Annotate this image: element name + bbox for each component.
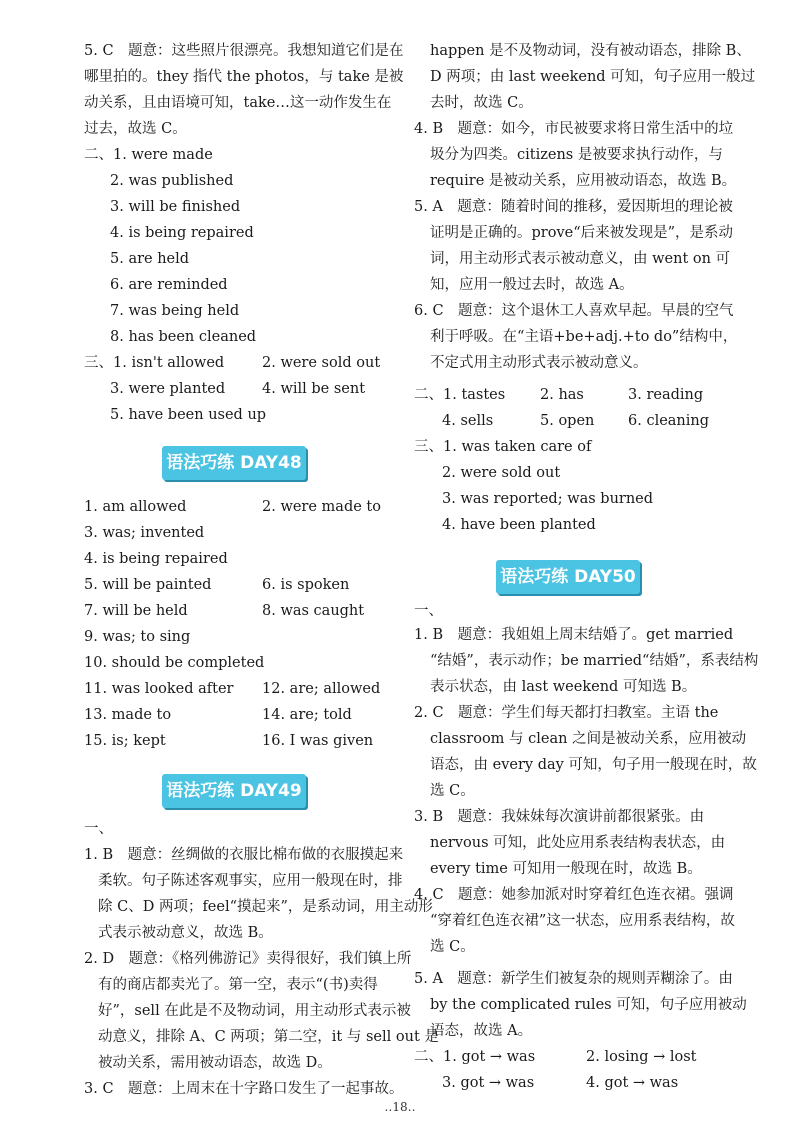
answer-line: 2. C 题意：学生们每天都打扫教室。主语 the xyxy=(414,705,719,721)
answer-line: 除 C、D 两项；feel“摸起来”，是系动词，用主动形 xyxy=(98,899,433,915)
answer-line: 5. open xyxy=(540,413,595,429)
answer-line: 圾分为四类。citizens 是被要求执行动作，与 xyxy=(430,147,723,163)
answer-line: 2. were sold out xyxy=(262,355,381,371)
answer-line: 6. are reminded xyxy=(110,277,228,293)
answer-line: happen 是不及物动词，没有被动语态，排除 B、 xyxy=(430,43,751,59)
answer-line: 三、1. was taken care of xyxy=(414,439,592,455)
answer-line: 不定式用主动形式表示被动意义。 xyxy=(430,355,648,371)
page-number: ‥18‥ xyxy=(384,1100,416,1114)
answer-line: 词，用主动形式表示被动意义，由 went on 可 xyxy=(430,251,731,267)
answer-line: 二、1. tastes xyxy=(414,387,506,403)
answer-line: 2. D 题意：《格列佛游记》卖得很好，我们镇上所 xyxy=(84,951,412,967)
answer-line: 4. sells xyxy=(442,413,494,429)
answer-line: 哪里拍的。they 指代 the photos，与 take 是被 xyxy=(84,69,404,85)
section-marker: 一、 xyxy=(84,821,113,837)
answer-line: 3. was; invented xyxy=(84,525,205,541)
section-heading-day49: 语法巧练 DAY49 xyxy=(162,774,306,808)
answer-line: 12. are; allowed xyxy=(262,681,381,697)
answer-line: 证明是正确的。prove“后来被发现是”，是系动 xyxy=(430,225,734,241)
answer-line: 4. will be sent xyxy=(262,381,366,397)
answer-line: 4. have been planted xyxy=(442,517,596,533)
answer-line: 3. B 题意：我妹妹每次演讲前都很紧张。由 xyxy=(414,809,705,825)
section-heading-day48: 语法巧练 DAY48 xyxy=(162,446,306,480)
answer-line: 4. is being repaired xyxy=(110,225,254,241)
answer-line: 表示状态，由 last weekend 可知选 B。 xyxy=(430,679,697,695)
answer-line: 14. are; told xyxy=(262,707,352,723)
answer-line: 式表示被动意义，故选 B。 xyxy=(98,925,273,941)
answer-line: 10. should be completed xyxy=(84,655,265,671)
answer-line: 6. cleaning xyxy=(628,413,710,429)
answer-line: 15. is; kept xyxy=(84,733,166,749)
answer-line: 2. losing → lost xyxy=(586,1049,697,1065)
answer-line: 4. is being repaired xyxy=(84,551,228,567)
answer-line: 3. C 题意：上周末在十字路口发生了一起事故。 xyxy=(84,1081,404,1097)
answer-line: 4. B 题意：如今，市民被要求将日常生活中的垃 xyxy=(414,121,734,137)
section-marker: 一、 xyxy=(414,603,443,619)
answer-line: 13. made to xyxy=(84,707,172,723)
answer-line: 7. will be held xyxy=(84,603,188,619)
answer-line: 3. got → was xyxy=(442,1075,535,1091)
answer-line: 过去，故选 C。 xyxy=(84,121,187,137)
answer-line: 16. I was given xyxy=(262,733,374,749)
answer-line: 语态，由 every day 可知，句子用一般现在时，故 xyxy=(430,757,757,773)
answer-line: 5. A 题意：新学生们被复杂的规则弄糊涂了。由 xyxy=(414,971,733,987)
answer-line: 1. B 题意：我姐姐上周末结婚了。get married xyxy=(414,627,734,643)
answer-line: 5. will be painted xyxy=(84,577,212,593)
answer-line: 6. C 题意：这个退休工人喜欢早起。早晨的空气 xyxy=(414,303,734,319)
answer-line: D 两项；由 last weekend 可知，句子应用一般过 xyxy=(430,69,756,85)
answer-line: 4. got → was xyxy=(586,1075,679,1091)
answer-line: nervous 可知，此处应用系表结构表状态，由 xyxy=(430,835,726,851)
answer-line: 1. B 题意：丝绸做的衣服比棉布做的衣服摸起来 xyxy=(84,847,404,863)
answer-line: 动关系，且由语境可知，take…这一动作发生在 xyxy=(84,95,392,111)
answer-line: 5. C 题意：这些照片很漂亮。我想知道它们是在 xyxy=(84,43,404,59)
answer-line: 知，应用一般过去时，故选 A。 xyxy=(430,277,634,293)
answer-line: 去时，故选 C。 xyxy=(430,95,533,111)
answer-line: 3. reading xyxy=(628,387,704,403)
answer-line: 利于呼吸。在“主语+be+adj.+to do”结构中， xyxy=(430,329,738,345)
answer-line: 语态，故选 A。 xyxy=(430,1023,533,1039)
answer-line: 动意义，排除 A、C 两项；第二空，it 与 sell out 是 xyxy=(98,1029,439,1045)
answer-line: classroom 与 clean 之间是被动关系，应用被动 xyxy=(430,731,747,747)
answer-line: every time 可知用一般现在时，故选 B。 xyxy=(430,861,702,877)
answer-line: require 是被动关系，应用被动语态，故选 B。 xyxy=(430,173,737,189)
answer-line: 选 C。 xyxy=(430,783,475,799)
answer-line: 4. C 题意：她参加派对时穿着红色连衣裙。强调 xyxy=(414,887,734,903)
answer-line: 3. were planted xyxy=(110,381,226,397)
answer-line: 有的商店都卖光了。第一空，表示“(书)卖得 xyxy=(98,977,378,993)
answer-line: 2. were made to xyxy=(262,499,381,515)
answer-line: 二、1. were made xyxy=(84,147,213,163)
answer-line: 7. was being held xyxy=(110,303,240,319)
answer-line: 被动关系，需用被动语态，故选 D。 xyxy=(98,1055,332,1071)
answer-line: 8. has been cleaned xyxy=(110,329,257,345)
answer-line: 5. have been used up xyxy=(110,407,267,423)
section-heading-day50: 语法巧练 DAY50 xyxy=(496,560,640,594)
answer-line: 1. am allowed xyxy=(84,499,187,515)
answer-line: 柔软。句子陈述客观事实，应用一般现在时，排 xyxy=(98,873,403,889)
answer-line: “穿着红色连衣裙”这一状态，应用系表结构，故 xyxy=(430,913,735,929)
answer-line: 3. was reported; was burned xyxy=(442,491,654,507)
answer-line: 3. will be finished xyxy=(110,199,241,215)
answer-line: 二、1. got → was xyxy=(414,1049,536,1065)
answer-line: by the complicated rules 可知，句子应用被动 xyxy=(430,997,747,1013)
answer-line: 11. was looked after xyxy=(84,681,234,697)
answer-line: 选 C。 xyxy=(430,939,475,955)
answer-line: “结婚”，表示动作；be married“结婚”，系表结构 xyxy=(430,653,759,669)
answer-line: 2. was published xyxy=(110,173,234,189)
answer-line: 2. were sold out xyxy=(442,465,561,481)
answer-line: 9. was; to sing xyxy=(84,629,191,645)
answer-line: 8. was caught xyxy=(262,603,365,619)
answer-line: 5. A 题意：随着时间的推移，爱因斯坦的理论被 xyxy=(414,199,733,215)
answer-line: 5. are held xyxy=(110,251,190,267)
answer-line: 6. is spoken xyxy=(262,577,350,593)
answer-line: 2. has xyxy=(540,387,584,403)
answer-line: 三、1. isn't allowed xyxy=(84,355,225,371)
answer-line: 好”，sell 在此是不及物动词，用主动形式表示被 xyxy=(98,1003,411,1019)
